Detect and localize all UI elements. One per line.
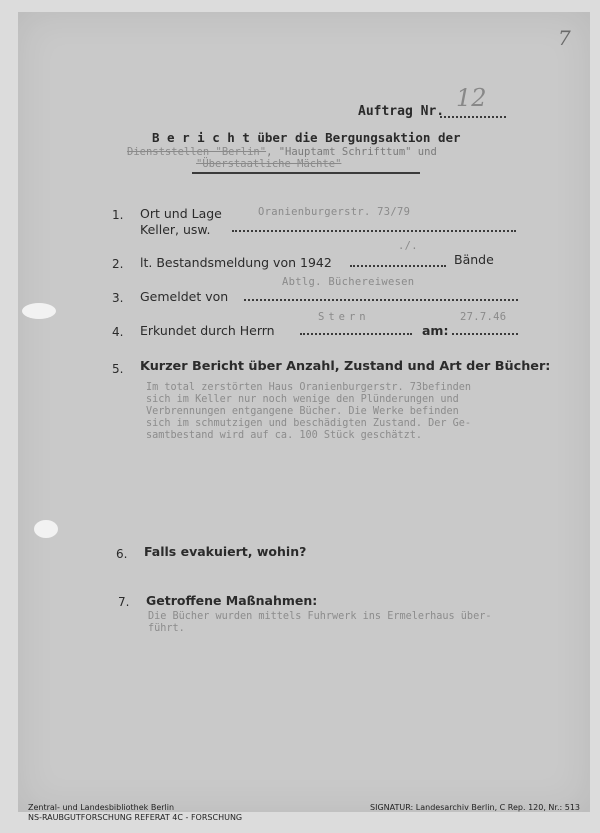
title-line2-rest: , "Hauptamt Schrifttum" und [266, 146, 437, 158]
item-3-value: Abtlg. Büchereiwesen [282, 276, 415, 288]
footer-department: NS-RAUBGUTFORSCHUNG REFERAT 4C - FORSCHUNG [28, 813, 243, 822]
auftrag-number: 12 [456, 84, 487, 112]
auftrag-dots [440, 116, 506, 118]
item-4-date-dots [452, 333, 518, 335]
footer-signature: SIGNATUR: Landesarchiv Berlin, C Rep. 120, Nr.: 513 [370, 803, 581, 812]
item-7-number: 7. [118, 595, 130, 609]
item-3-dots [244, 299, 518, 301]
title-underline [192, 172, 420, 174]
footer-library: Zentral- und Landesbibliothek Berlin [28, 803, 175, 812]
item-5-label: Kurzer Bericht über Anzahl, Zustand und Art der Bücher: [140, 359, 551, 374]
item-2-dots [350, 265, 446, 267]
corner-mark: 7 [558, 26, 571, 50]
item-4-value: Stern [318, 311, 370, 323]
item-2-suffix: Bände [454, 252, 494, 267]
punch-hole-bottom [34, 520, 58, 538]
item-1-number: 1. [112, 208, 124, 222]
title-line3: "Überstaatliche Mächte" [196, 158, 342, 170]
item-4-date-value: 27.7.46 [460, 311, 507, 323]
footer-left [28, 803, 242, 823]
item-4-date-label: am: [422, 323, 449, 338]
item-4-label: Erkundet durch Herrn [140, 323, 275, 338]
report-text: Im total zerstörten Haus Oranienburgerstr. 73befinden sich im Keller nur noch wenige den Plünderungen und Verbrennungen entgangene Bücher. Die Werke befinden sich im schmutzigen und beschädigten Zustand. Der Ge- samtbestand wird auf ca. 100 Stück geschätzt. [146, 382, 472, 441]
punch-hole-top [22, 303, 56, 319]
item-5-number: 5. [112, 362, 124, 376]
item-1-label: Ort und Lage [140, 206, 222, 221]
measures-text: Die Bücher wurden mittels Fuhrwerk ins Ermelerhaus über- führt. [148, 611, 492, 634]
item-3-number: 3. [112, 291, 124, 305]
item-4-dots [300, 333, 412, 335]
item-1-dots [232, 230, 516, 232]
report-title: B e r i c h t über die Bergungsaktion der [152, 130, 461, 145]
item-7-label: Getroffene Maßnahmen: [146, 593, 318, 608]
item-2-value: ./. [398, 240, 418, 252]
title-line2 [127, 146, 437, 158]
item-2-number: 2. [112, 257, 124, 271]
auftrag-label: Auftrag Nr. [358, 104, 445, 119]
struck-department: Dienststellen "Berlin" [127, 146, 267, 158]
item-2-label: lt. Bestandsmeldung von 1942 [140, 255, 332, 270]
item-6-label: Falls evakuiert, wohin? [144, 544, 307, 559]
item-1-label-2: Keller, usw. [140, 222, 211, 237]
item-6-number: 6. [116, 547, 128, 561]
item-4-number: 4. [112, 325, 124, 339]
item-3-label: Gemeldet von [140, 289, 229, 304]
item-1-value: Oranienburgerstr. 73/79 [258, 206, 411, 218]
